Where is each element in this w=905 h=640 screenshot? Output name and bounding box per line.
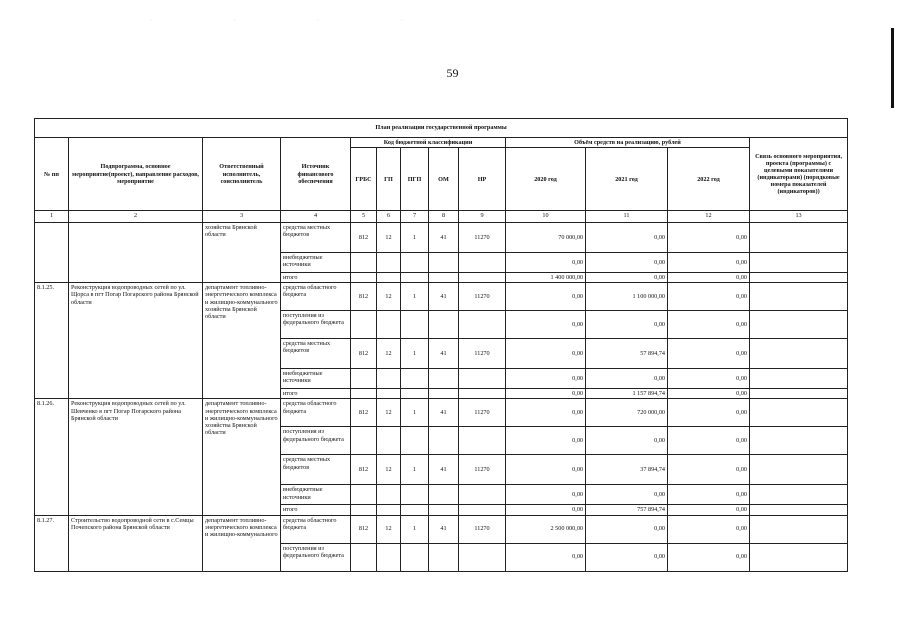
header-volume: Объём средств на реализацию, рублей [506,138,750,148]
column-number: 12 [668,211,750,223]
row-om [429,543,459,571]
row-link [750,369,848,389]
row-source: средства местных бюджетов [281,455,351,485]
row-number: 8.1.26. [35,399,69,515]
row-grbs [351,369,377,389]
row-nr [459,543,506,571]
row-grbs [351,273,377,283]
row-gp [377,543,401,571]
row-om [429,505,459,515]
row-grbs [351,253,377,273]
row-2021: 0,00 [586,515,668,543]
row-nr [459,253,506,273]
table-row [35,399,848,427]
row-om: 41 [429,399,459,427]
row-2021: 0,00 [586,543,668,571]
header-om: ОМ [429,148,459,211]
column-number: 4 [281,211,351,223]
row-2022: 0,00 [668,339,750,369]
row-gp [377,505,401,515]
row-pgp [401,427,429,455]
row-pgp: 1 [401,223,429,253]
row-nr [459,273,506,283]
row-nr: 11270 [459,455,506,485]
row-2022: 0,00 [668,427,750,455]
row-responsible: департамент топливно-энергетического комплекса и жилищно-коммунального хозяйства Брянской области [203,399,281,515]
column-number: 3 [203,211,281,223]
row-gp [377,389,401,399]
header-num: № пп [35,138,69,211]
row-2022: 0,00 [668,485,750,505]
row-gp: 12 [377,455,401,485]
row-2021: 57 894,74 [586,339,668,369]
row-2020: 0,00 [506,505,586,515]
row-pgp: 1 [401,455,429,485]
scan-specks: · · · · [150,18,443,24]
row-link [750,515,848,543]
row-number: 8.1.27. [35,515,69,571]
row-gp [377,485,401,505]
header-gp: ГП [377,148,401,211]
row-2021: 0,00 [586,369,668,389]
header-grbs: ГРБС [351,148,377,211]
row-grbs: 812 [351,455,377,485]
header-program: Подпрограмма, основное мероприятие(проект), направление расходов, мероприятие [69,138,203,211]
row-link [750,427,848,455]
row-link [750,311,848,339]
row-gp [377,311,401,339]
row-pgp [401,311,429,339]
row-pgp: 1 [401,399,429,427]
row-nr: 11270 [459,399,506,427]
row-source: средства местных бюджетов [281,223,351,253]
row-gp: 12 [377,223,401,253]
row-program-name: Реконструкция водопроводных сетей по ул. Шевченко в пгт Погар Погарского района Брянской области [69,399,203,515]
header-2020: 2020 год [506,148,586,211]
row-2020: 0,00 [506,485,586,505]
row-2021: 0,00 [586,427,668,455]
row-om: 41 [429,339,459,369]
row-grbs: 812 [351,339,377,369]
row-link [750,455,848,485]
row-om: 41 [429,223,459,253]
row-gp [377,369,401,389]
row-number: 8.1.25. [35,283,69,399]
table-row [35,223,848,253]
table-title: План реализации государственной программы [35,119,848,138]
row-gp [377,427,401,455]
row-source: итого [281,389,351,399]
row-2021: 0,00 [586,253,668,273]
row-source: средства местных бюджетов [281,339,351,369]
row-source: средства областного бюджета [281,283,351,311]
row-pgp: 1 [401,283,429,311]
row-2020: 0,00 [506,543,586,571]
row-2020: 0,00 [506,311,586,339]
table-row [35,283,848,311]
row-pgp [401,389,429,399]
row-link [750,389,848,399]
row-2022: 0,00 [668,455,750,485]
row-gp: 12 [377,399,401,427]
row-2021: 37 894,74 [586,455,668,485]
row-2022: 0,00 [668,283,750,311]
row-2021: 0,00 [586,223,668,253]
row-2022: 0,00 [668,515,750,543]
table-row [35,515,848,543]
row-responsible: хозяйства Брянской области [203,223,281,283]
row-grbs [351,427,377,455]
row-nr: 11270 [459,515,506,543]
header-pgp: ПГП [401,148,429,211]
row-source: внебюджетные источники [281,369,351,389]
row-2021: 720 000,00 [586,399,668,427]
row-2021: 1 157 894,74 [586,389,668,399]
row-link [750,223,848,253]
row-source: внебюджетные источники [281,485,351,505]
row-2020: 0,00 [506,389,586,399]
row-source: поступления из федерального бюджета [281,543,351,571]
row-link [750,505,848,515]
row-source: поступления из федерального бюджета [281,311,351,339]
column-number-row [35,211,848,223]
row-program-name [69,223,203,283]
row-om [429,485,459,505]
row-nr: 11270 [459,339,506,369]
row-program-name: Реконструкция водопроводных сетей по ул. Щорса в пгт Погар Погарского района Брянской области [69,283,203,399]
row-2020: 0,00 [506,399,586,427]
row-2020: 2 500 000,00 [506,515,586,543]
column-number: 1 [35,211,69,223]
row-gp: 12 [377,339,401,369]
row-2021: 0,00 [586,311,668,339]
program-plan-table [34,118,848,572]
row-program-name: Строительство водопроводной сети в с.Семцы Почепского района Брянской области [69,515,203,571]
row-nr: 11270 [459,223,506,253]
row-om [429,273,459,283]
row-2020: 0,00 [506,427,586,455]
row-grbs [351,485,377,505]
row-2020: 0,00 [506,455,586,485]
row-link [750,543,848,571]
row-2021: 0,00 [586,273,668,283]
row-source: поступления из федерального бюджета [281,427,351,455]
row-om [429,389,459,399]
header-source: Источник финансового обеспечения [281,138,351,211]
row-gp [377,273,401,283]
column-number: 5 [351,211,377,223]
row-grbs [351,311,377,339]
column-number: 9 [459,211,506,223]
column-number: 8 [429,211,459,223]
row-grbs [351,389,377,399]
header-responsible: Ответственный исполнитель, соисполнитель [203,138,281,211]
column-number: 10 [506,211,586,223]
row-om: 41 [429,283,459,311]
header-2022: 2022 год [668,148,750,211]
header-budget-code: Код бюджетной классификации [351,138,506,148]
row-number [35,223,69,283]
row-source: итого [281,273,351,283]
row-nr [459,505,506,515]
header-link: Связь основного мероприятия, проекта (программы) с целевыми показателями (индикаторами) (порядковые номера показателей (индикаторов)) [750,138,848,211]
row-grbs: 812 [351,223,377,253]
row-link [750,339,848,369]
row-pgp [401,485,429,505]
row-om: 41 [429,455,459,485]
row-2022: 0,00 [668,253,750,273]
row-gp: 12 [377,515,401,543]
row-pgp [401,543,429,571]
row-pgp [401,253,429,273]
row-link [750,399,848,427]
row-link [750,283,848,311]
row-grbs: 812 [351,515,377,543]
row-om [429,253,459,273]
column-number: 2 [69,211,203,223]
row-nr [459,485,506,505]
page-number: 59 [446,66,459,80]
row-pgp: 1 [401,515,429,543]
row-2022: 0,00 [668,505,750,515]
row-nr: 11270 [459,283,506,311]
row-2022: 0,00 [668,369,750,389]
row-nr [459,311,506,339]
row-nr [459,369,506,389]
row-grbs [351,505,377,515]
row-gp: 12 [377,283,401,311]
row-source: итого [281,505,351,515]
row-source: средства областного бюджета [281,515,351,543]
column-number: 11 [586,211,668,223]
row-2022: 0,00 [668,399,750,427]
row-link [750,253,848,273]
row-2020: 70 000,00 [506,223,586,253]
row-nr [459,389,506,399]
row-pgp: 1 [401,339,429,369]
header-2021: 2021 год [586,148,668,211]
row-om [429,311,459,339]
row-om: 41 [429,515,459,543]
row-om [429,427,459,455]
row-pgp [401,369,429,389]
row-2020: 0,00 [506,339,586,369]
header-nr: НР [459,148,506,211]
row-2020: 0,00 [506,253,586,273]
row-grbs: 812 [351,399,377,427]
row-2022: 0,00 [668,311,750,339]
row-2021: 0,00 [586,485,668,505]
row-2022: 0,00 [668,223,750,253]
row-2021: 757 894,74 [586,505,668,515]
row-2022: 0,00 [668,273,750,283]
row-2021: 1 100 000,00 [586,283,668,311]
row-responsible: департамент топливно-энергетического комплекса и жилищно-коммунального хозяйства Брянской области [203,283,281,399]
row-gp [377,253,401,273]
row-pgp [401,505,429,515]
row-2020: 0,00 [506,283,586,311]
column-number: 6 [377,211,401,223]
column-number: 7 [401,211,429,223]
row-link [750,273,848,283]
row-grbs [351,543,377,571]
row-link [750,485,848,505]
row-2020: 0,00 [506,369,586,389]
row-pgp [401,273,429,283]
column-number: 13 [750,211,848,223]
row-source: внебюджетные источники [281,253,351,273]
row-responsible: департамент топливно-энергетического комплекса и жилищно-коммунального [203,515,281,571]
row-om [429,369,459,389]
row-grbs: 812 [351,283,377,311]
row-source: средства областного бюджета [281,399,351,427]
row-nr [459,427,506,455]
row-2022: 0,00 [668,389,750,399]
row-2022: 0,00 [668,543,750,571]
row-2020: 1 400 000,00 [506,273,586,283]
